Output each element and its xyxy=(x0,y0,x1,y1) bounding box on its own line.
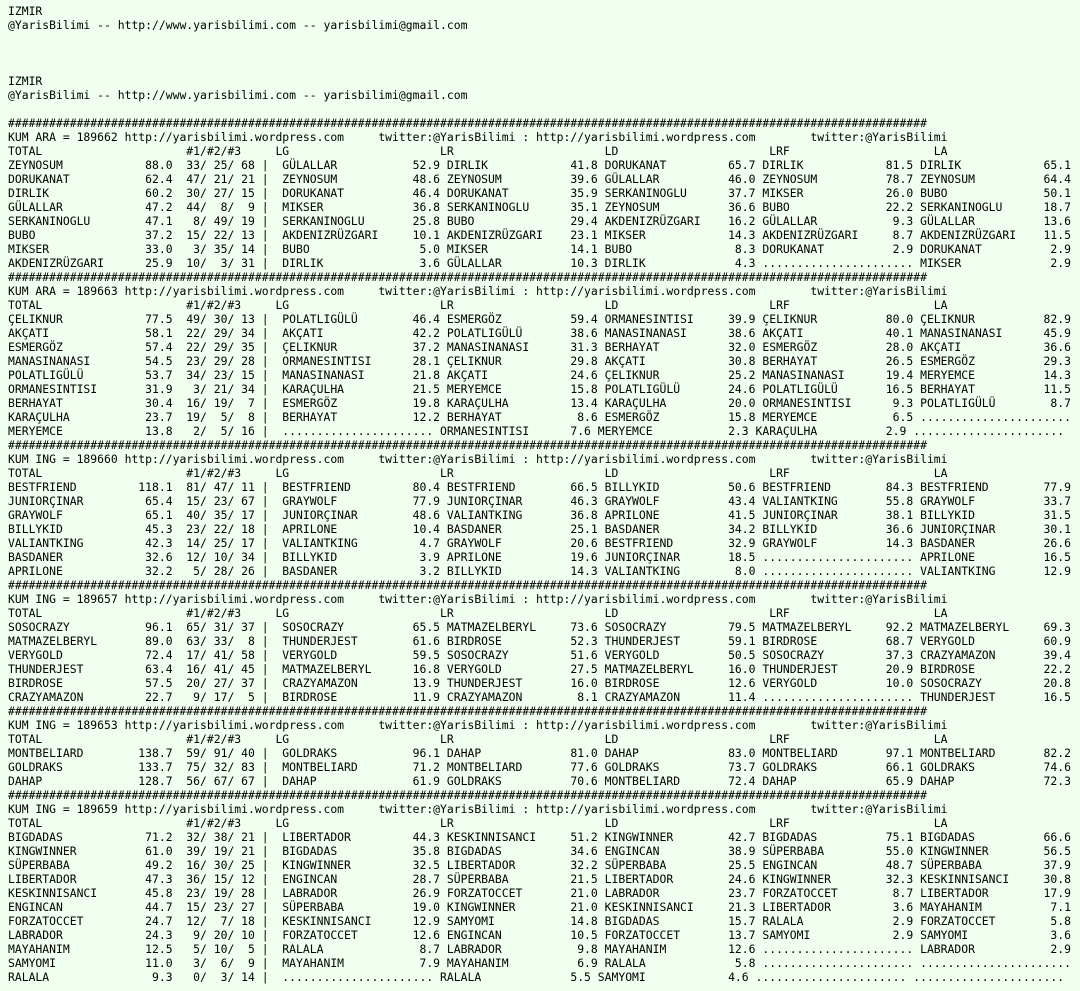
column-headers: TOTAL #1/#2/#3 LG LR LD LRF LA xyxy=(8,732,948,746)
table-row: BILLYKID 45.3 23/ 22/ 18 | APRILONE 10.4 BASDANER 25.1 BASDANER 34.2 BILLYKID 36.6 JUNIORÇINAR 30.1 xyxy=(8,522,1071,536)
table-row: BASDANER 32.6 12/ 10/ 34 | BILLYKID 3.9 APRILONE 19.6 JUNIORÇINAR 18.5 ...................... APRILONE 16.5 xyxy=(8,550,1071,564)
column-headers: TOTAL #1/#2/#3 LG LR LD LRF LA xyxy=(8,816,948,830)
section-separator: ###################################################################################################################################### xyxy=(8,116,927,130)
city-title: IZMIR xyxy=(8,4,43,18)
table-row: MAYAHANIM 12.5 5/ 10/ 5 | RALALA 8.7 LABRADOR 9.8 MAYAHANIM 12.6 ...................... LABRADOR 2.9 xyxy=(8,942,1071,956)
section-title: KUM ING = 189657 http://yarisbilimi.wordpress.com twitter:@YarisBilimi : http://yarisbilimi.wordpress.com twitter:@YarisBilimi xyxy=(8,592,948,606)
table-row: ENGINCAN 44.7 15/ 23/ 27 | SÜPERBABA 19.0 KINGWINNER 21.0 KESKINNISANCI 21.3 LIBERTADOR 3.6 MAYAHANIM 7.1 xyxy=(8,900,1071,914)
table-row: VERYGOLD 72.4 17/ 41/ 58 | VERYGOLD 59.5 SOSOCRAZY 51.6 VERYGOLD 50.5 SOSOCRAZY 37.3 CRAZYAMAZON 39.4 xyxy=(8,648,1071,662)
table-row: MANASINANASI 54.5 23/ 29/ 28 | ORMANESINTISI 28.1 ÇELIKNUR 29.8 AKÇATI 30.8 BERHAYAT 26.5 ESMERGÖZ 29.3 xyxy=(8,354,1071,368)
race-section xyxy=(8,116,1072,270)
table-row: CRAZYAMAZON 22.7 9/ 17/ 5 | BIRDROSE 11.9 CRAZYAMAZON 8.1 CRAZYAMAZON 11.4 ...................... THUNDERJEST 16.5 xyxy=(8,690,1071,704)
table-row: GÜLALLAR 47.2 44/ 8/ 9 | MIKSER 36.8 SERKANINOGLU 35.1 ZEYNOSUM 36.6 BUBO 22.2 SERKANINOGLU 18.7 xyxy=(8,200,1071,214)
race-section xyxy=(8,270,1072,438)
header-line xyxy=(8,32,1072,46)
section-separator: ###################################################################################################################################### xyxy=(8,270,927,284)
table-row: JUNIORÇINAR 65.4 15/ 23/ 67 | GRAYWOLF 77.9 JUNIORÇINAR 46.3 GRAYWOLF 43.4 VALIANTKING 55.8 GRAYWOLF 33.7 xyxy=(8,494,1071,508)
table-row: MONTBELIARD 138.7 59/ 91/ 40 | GOLDRAKS 96.1 DAHAP 81.0 DAHAP 83.0 MONTBELIARD 97.1 MONTBELIARD 82.2 xyxy=(8,746,1071,760)
section-title: KUM ING = 189653 http://yarisbilimi.wordpress.com twitter:@YarisBilimi : http://yarisbilimi.wordpress.com twitter:@YarisBilimi xyxy=(8,718,948,732)
header-line: @YarisBilimi -- http://www.yarisbilimi.com -- yarisbilimi@gmail.com xyxy=(8,88,468,102)
header-line xyxy=(8,102,1072,116)
table-row: DAHAP 128.7 56/ 67/ 67 | DAHAP 61.9 GOLDRAKS 70.6 MONTBELIARD 72.4 DAHAP 65.9 DAHAP 72.3 xyxy=(8,774,1071,788)
table-row: MIKSER 33.0 3/ 35/ 14 | BUBO 5.0 MIKSER 14.1 BUBO 8.3 DORUKANAT 2.9 DORUKANAT 2.9 xyxy=(8,242,1071,256)
table-row: BIRDROSE 57.5 20/ 27/ 37 | CRAZYAMAZON 13.9 THUNDERJEST 16.0 BIRDROSE 12.6 VERYGOLD 10.0 SOSOCRAZY 20.8 xyxy=(8,676,1071,690)
table-row: ZEYNOSUM 88.0 33/ 25/ 68 | GÜLALLAR 52.9 DIRLIK 41.8 DORUKANAT 65.7 DIRLIK 81.5 DIRLIK 65.1 xyxy=(8,158,1071,172)
report-header xyxy=(8,4,1072,116)
table-row: ORMANESINTISI 31.9 3/ 21/ 34 | KARAÇULHA 21.5 MERYEMCE 15.8 POLATLIGÜLÜ 24.6 POLATLIGÜLÜ 16.5 BERHAYAT 11.5 xyxy=(8,382,1071,396)
table-row: RALALA 9.3 0/ 3/ 14 | ...................... RALALA 5.5 SAMYOMI 4.6 ...................... ...................... xyxy=(8,970,1065,984)
table-row: KARAÇULHA 23.7 19/ 5/ 8 | BERHAYAT 12.2 BERHAYAT 8.6 ESMERGÖZ 15.8 MERYEMCE 6.5 ...................... xyxy=(8,410,1071,424)
race-section xyxy=(8,788,1072,984)
column-headers: TOTAL #1/#2/#3 LG LR LD LRF LA xyxy=(8,298,948,312)
section-title: KUM ING = 189659 http://yarisbilimi.wordpress.com twitter:@YarisBilimi : http://yarisbilimi.wordpress.com twitter:@YarisBilimi xyxy=(8,802,948,816)
table-row: FORZATOCCET 24.7 12/ 7/ 18 | KESKINNISANCI 12.9 SAMYOMI 14.8 BIGDADAS 15.7 RALALA 2.9 FORZATOCCET 5.8 xyxy=(8,914,1071,928)
column-headers: TOTAL #1/#2/#3 LG LR LD LRF LA xyxy=(8,144,948,158)
race-sections xyxy=(8,116,1072,984)
city-title: IZMIR xyxy=(8,74,43,88)
column-headers: TOTAL #1/#2/#3 LG LR LD LRF LA xyxy=(8,606,948,620)
race-section xyxy=(8,578,1072,704)
table-row: POLATLIGÜLÜ 53.7 34/ 23/ 15 | MANASINANASI 21.8 AKÇATI 24.6 ÇELIKNUR 25.2 MANASINANASI 19.4 MERYEMCE 14.3 xyxy=(8,368,1071,382)
section-separator: ###################################################################################################################################### xyxy=(8,704,927,718)
table-row: LIBERTADOR 47.3 36/ 15/ 12 | ENGINCAN 28.7 SÜPERBABA 21.5 LIBERTADOR 24.6 KINGWINNER 32.3 KESKINNISANCI 30.8 xyxy=(8,872,1071,886)
table-row: BESTFRIEND 118.1 81/ 47/ 11 | BESTFRIEND 80.4 BESTFRIEND 66.5 BILLYKID 50.6 BESTFRIEND 84.3 BESTFRIEND 77.9 xyxy=(8,480,1071,494)
table-row: GRAYWOLF 65.1 40/ 35/ 17 | JUNIORÇINAR 48.6 VALIANTKING 36.8 APRILONE 41.5 JUNIORÇINAR 38.1 BILLYKID 31.5 xyxy=(8,508,1071,522)
section-separator: ###################################################################################################################################### xyxy=(8,578,927,592)
section-title: KUM ARA = 189663 http://yarisbilimi.wordpress.com twitter:@YarisBilimi : http://yarisbilimi.wordpress.com twitter:@YarisBilimi xyxy=(8,284,948,298)
table-row: AKÇATI 58.1 22/ 29/ 34 | AKÇATI 42.2 POLATLIGÜLÜ 38.6 MANASINANASI 38.6 AKÇATI 40.1 MANASINANASI 45.9 xyxy=(8,326,1071,340)
table-row: APRILONE 32.2 5/ 28/ 26 | BASDANER 3.2 BILLYKID 14.3 VALIANTKING 8.0 ...................... VALIANTKING 12.9 xyxy=(8,564,1071,578)
table-row: DORUKANAT 62.4 47/ 21/ 21 | ZEYNOSUM 48.6 ZEYNOSUM 39.6 GÜLALLAR 46.0 ZEYNOSUM 78.7 ZEYNOSUM 64.4 xyxy=(8,172,1071,186)
table-row: ESMERGÖZ 57.4 22/ 29/ 35 | ÇELIKNUR 37.2 MANASINANASI 31.3 BERHAYAT 32.0 ESMERGÖZ 28.0 AKÇATI 36.6 xyxy=(8,340,1071,354)
column-headers: TOTAL #1/#2/#3 LG LR LD LRF LA xyxy=(8,466,948,480)
header-line xyxy=(8,60,1072,74)
table-row: KINGWINNER 61.0 39/ 19/ 21 | BIGDADAS 35.8 BIGDADAS 34.6 ENGINCAN 38.9 SÜPERBABA 55.0 KINGWINNER 56.5 xyxy=(8,844,1071,858)
table-row: BUBO 37.2 15/ 22/ 13 | AKDENIZRÜZGARI 10.1 AKDENIZRÜZGARI 23.1 MIKSER 14.3 AKDENIZRÜZGARI 8.7 AKDENIZRÜZGARI 11.5 xyxy=(8,228,1071,242)
race-section xyxy=(8,438,1072,578)
section-separator: ###################################################################################################################################### xyxy=(8,788,927,802)
table-row: KESKINNISANCI 45.8 23/ 19/ 28 | LABRADOR 26.9 FORZATOCCET 21.0 LABRADOR 23.7 FORZATOCCET 8.7 LIBERTADOR 17.9 xyxy=(8,886,1071,900)
table-row: VALIANTKING 42.3 14/ 25/ 17 | VALIANTKING 4.7 GRAYWOLF 20.6 BESTFRIEND 32.9 GRAYWOLF 14.3 BASDANER 26.6 xyxy=(8,536,1071,550)
table-row: AKDENIZRÜZGARI 25.9 10/ 3/ 31 | DIRLIK 3.6 GÜLALLAR 10.3 DIRLIK 4.3 ...................... MIKSER 2.9 xyxy=(8,256,1071,270)
table-row: LABRADOR 24.3 9/ 20/ 10 | FORZATOCCET 12.6 ENGINCAN 10.5 FORZATOCCET 13.7 SAMYOMI 2.9 SAMYOMI 3.6 xyxy=(8,928,1071,942)
table-row: SAMYOMI 11.0 3/ 6/ 9 | MAYAHANIM 7.9 MAYAHANIM 6.9 RALALA 5.8 ...................... ...................... xyxy=(8,956,1071,970)
header-line xyxy=(8,46,1072,60)
table-row: GOLDRAKS 133.7 75/ 32/ 83 | MONTBELIARD 71.2 MONTBELIARD 77.6 GOLDRAKS 73.7 GOLDRAKS 66.1 GOLDRAKS 74.6 xyxy=(8,760,1071,774)
header-line: @YarisBilimi -- http://www.yarisbilimi.com -- yarisbilimi@gmail.com xyxy=(8,18,468,32)
race-section xyxy=(8,704,1072,788)
section-title: KUM ARA = 189662 http://yarisbilimi.wordpress.com twitter:@YarisBilimi : http://yarisbilimi.wordpress.com twitter:@YarisBilimi xyxy=(8,130,948,144)
table-row: SERKANINOGLU 47.1 8/ 49/ 19 | SERKANINOGLU 25.8 BUBO 29.4 AKDENIZRÜZGARI 16.2 GÜLALLAR 9.3 GÜLALLAR 13.6 xyxy=(8,214,1071,228)
table-row: THUNDERJEST 63.4 16/ 41/ 45 | MATMAZELBERYL 16.8 VERYGOLD 27.5 MATMAZELBERYL 16.0 THUNDERJEST 20.9 BIRDROSE 22.2 xyxy=(8,662,1071,676)
table-row: SOSOCRAZY 96.1 65/ 31/ 37 | SOSOCRAZY 65.5 MATMAZELBERYL 73.6 SOSOCRAZY 79.5 MATMAZELBERYL 92.2 MATMAZELBERYL 69.3 xyxy=(8,620,1071,634)
table-row: MATMAZELBERYL 89.0 63/ 33/ 8 | THUNDERJEST 61.6 BIRDROSE 52.3 THUNDERJEST 59.1 BIRDROSE 68.7 VERYGOLD 60.9 xyxy=(8,634,1071,648)
table-row: BERHAYAT 30.4 16/ 19/ 7 | ESMERGÖZ 19.8 KARAÇULHA 13.4 KARAÇULHA 20.0 ORMANESINTISI 9.3 POLATLIGÜLÜ 8.7 xyxy=(8,396,1071,410)
table-row: DIRLIK 60.2 30/ 27/ 15 | DORUKANAT 46.4 DORUKANAT 35.9 SERKANINOGLU 37.7 MIKSER 26.0 BUBO 50.1 xyxy=(8,186,1071,200)
table-row: ÇELIKNUR 77.5 49/ 30/ 13 | POLATLIGÜLÜ 46.4 ESMERGÖZ 59.4 ORMANESINTISI 39.9 ÇELIKNUR 80.0 ÇELIKNUR 82.9 xyxy=(8,312,1071,326)
table-row: SÜPERBABA 49.2 16/ 30/ 25 | KINGWINNER 32.5 LIBERTADOR 32.2 SÜPERBABA 25.5 ENGINCAN 48.7 SÜPERBABA 37.9 xyxy=(8,858,1071,872)
table-row: BIGDADAS 71.2 32/ 38/ 21 | LIBERTADOR 44.3 KESKINNISANCI 51.2 KINGWINNER 42.7 BIGDADAS 75.1 BIGDADAS 66.6 xyxy=(8,830,1071,844)
section-title: KUM ING = 189660 http://yarisbilimi.wordpress.com twitter:@YarisBilimi : http://yarisbilimi.wordpress.com twitter:@YarisBilimi xyxy=(8,452,948,466)
section-separator: ###################################################################################################################################### xyxy=(8,438,927,452)
table-row: MERYEMCE 13.8 2/ 5/ 16 | ...................... ORMANESINTISI 7.6 MERYEMCE 2.3 KARAÇULHA 2.9 ...................... xyxy=(8,424,1065,438)
